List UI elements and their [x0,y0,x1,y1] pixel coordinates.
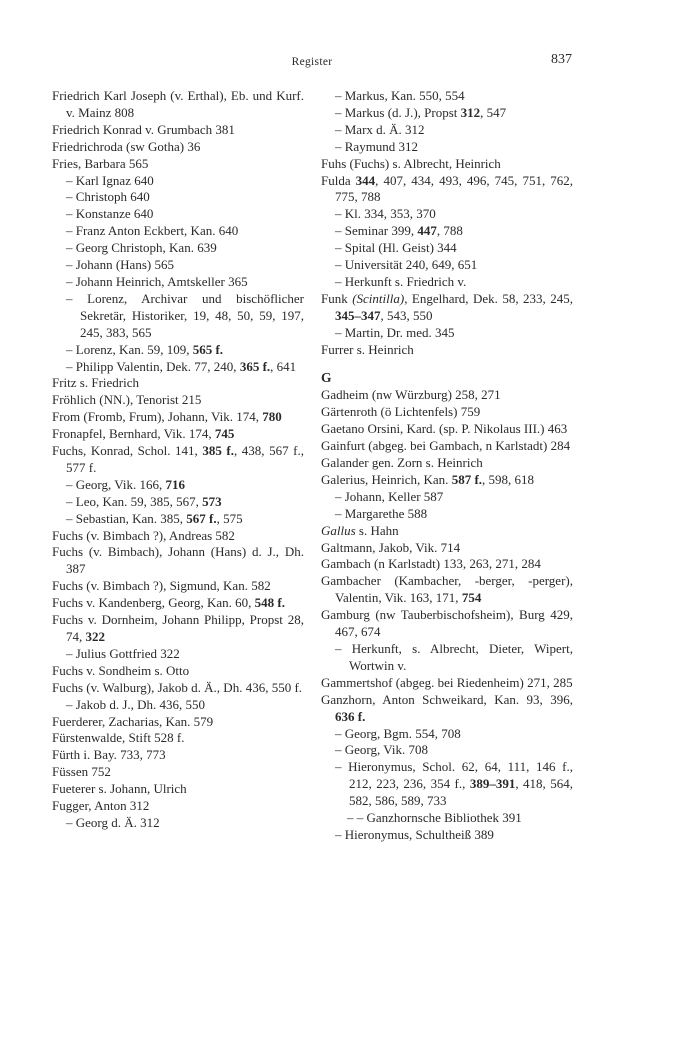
bold-page-ref: 312 [460,104,481,120]
entry-text: , 575 [216,510,243,526]
entry-text: Fuchs (v. Bimbach ?), Andreas 582 [52,527,235,543]
entry-text: – Hieronymus, Schol. 62, 64, 111, 146 f., 212, 223, 236, 354 f., [335,759,573,792]
index-subentry [52,477,304,494]
index-entry [52,139,304,156]
entry-text: Gadheim (nw Würzburg) 258, 271 [321,387,501,403]
entry-text: – Lorenz, Kan. 59, 109, [66,341,193,357]
bold-page-ref: 780 [262,409,282,425]
entry-text: Gambacher (Kambacher, -berger, -perger), Valentin, Vik. 163, 171, [321,573,573,606]
index-subentry [52,815,304,832]
entry-text: Fürstenwalde, Stift 528 f. [52,730,185,746]
entry-text: Fürth i. Bay. 733, 773 [52,747,166,763]
index-entry [52,781,304,798]
index-subentry [52,697,304,714]
index-entry [321,342,573,359]
entry-text: – Margarethe 588 [335,505,428,521]
entry-text: – Christoph 640 [66,189,150,205]
index-entry [321,692,573,726]
entry-text: Galtmann, Jakob, Vik. 714 [321,539,461,555]
index-subentry [321,105,573,122]
index-entry [321,523,573,540]
index-subentry [52,206,304,223]
index-entry [321,404,573,421]
index-subentry [321,122,573,139]
bold-page-ref: 447 [417,223,437,239]
italic-term: (Scintilla) [352,290,405,306]
entry-text: , Engelhard, Dek. 58, 233, 245, [404,290,573,306]
entry-text: Gamburg (nw Tauberbischofsheim), Burg 429, 467, 674 [321,607,573,640]
index-entry [52,764,304,781]
index-subentry [321,325,573,342]
index-entry [52,375,304,392]
index-subentry [52,173,304,190]
index-subentry [321,742,573,759]
entry-text: Gaetano Orsini, Kard. (sp. P. Nikolaus III.) 463 [321,421,568,437]
entry-text: Fuhs (Fuchs) s. Albrecht, Heinrich [321,155,501,171]
index-subentry [52,511,304,528]
entry-text: , 598, 618 [482,471,535,487]
index-subentry [321,223,573,240]
entry-text: – Georg, Vik. 166, [66,476,166,492]
index-entry [52,663,304,680]
entry-text: Fuchs v. Sondheim s. Otto [52,662,190,678]
entry-text: Friedrich Karl Joseph (v. Erthal), Eb. und Kurf. v. Mainz 808 [52,88,304,120]
entry-text: Fulda [321,172,356,188]
index-entry [321,675,573,692]
index-subentry [321,257,573,274]
entry-text: , 543, 550 [380,307,433,323]
entry-text: Fugger, Anton 312 [52,798,150,814]
index-subentry [52,291,304,342]
index-entry [52,680,304,697]
entry-text: – Sebastian, Kan. 385, [66,510,187,526]
bold-page-ref: 745 [214,426,235,442]
index-entry [52,426,304,443]
entry-text: Fronapfel, Bernhard, Vik. 174, [52,426,215,442]
bold-page-ref: 385 f. [202,443,234,459]
entry-text: – Johann (Hans) 565 [66,257,174,273]
entry-text: From (Fromb, Frum), Johann, Vik. 174, [52,409,263,425]
index-entry [321,421,573,438]
index-subentry [321,827,573,844]
bold-page-ref: 636 f. [335,708,366,724]
entry-text: – Marx d. Ä. 312 [335,121,425,137]
bold-page-ref: 565 f. [192,341,224,357]
entry-text: Füssen 752 [52,764,111,780]
entry-text: – Jakob d. J., Dh. 436, 550 [66,696,206,712]
index-entry [52,443,304,477]
entry-text: – Raymund 312 [335,138,419,154]
page-number: 837 [551,52,572,67]
entry-text: Fuchs v. Kandenberg, Georg, Kan. 60, [52,595,255,611]
entry-text: Gammertshof (abgeg. bei Riedenheim) 271, 285 [321,674,573,690]
index-entry [321,573,573,607]
index-entry [321,387,573,404]
left-index-column [52,88,304,832]
entry-text: – Philipp Valentin, Dek. 77, 240, [66,358,240,374]
index-subentry [52,646,304,663]
bold-page-ref: 322 [85,629,105,644]
entry-text: – Georg, Vik. 708 [335,742,428,758]
entry-text: Fuchs v. Dornheim, Johann Philipp, Propst 28, 74, [52,612,304,644]
index-subentry [52,494,304,511]
bold-page-ref: 365 f. [239,358,271,374]
entry-text: – Spital (Hl. Geist) 344 [335,240,457,256]
bold-page-ref: 548 f. [254,595,286,611]
entry-text: – Karl Ignaz 640 [66,172,154,188]
index-entry [321,156,573,173]
entry-text: – Herkunft s. Friedrich v. [335,273,467,289]
entry-text: – Franz Anton Eckbert, Kan. 640 [66,223,239,239]
entry-text: , 547 [480,104,507,120]
index-entry [321,455,573,472]
entry-text: Ganzhorn, Anton Schweikard, Kan. 93, 396, [321,691,573,707]
index-subentry [52,189,304,206]
index-subentry [321,274,573,291]
entry-text: – Universität 240, 649, 651 [335,257,478,273]
entry-text: – Markus, Kan. 550, 554 [335,88,465,103]
index-subentry [52,342,304,359]
index-entry [52,747,304,764]
index-subentry [52,274,304,291]
index-entry [52,88,304,122]
index-subentry [321,810,573,827]
index-subentry [52,223,304,240]
entry-text: – Georg, Bgm. 554, 708 [335,725,461,741]
index-entry [321,540,573,557]
index-subentry [321,88,573,105]
bold-page-ref: 567 f. [186,510,217,526]
entry-text: Furrer s. Heinrich [321,341,414,357]
index-subentry [321,489,573,506]
entry-text: , 641 [270,358,297,374]
entry-text: Fries, Barbara 565 [52,155,149,171]
bold-page-ref: 754 [461,590,482,606]
index-subentry [321,759,573,810]
bold-page-ref: 389–391 [469,776,516,792]
index-subentry [321,206,573,223]
entry-text: Fuchs (v. Bimbach ?), Sigmund, Kan. 582 [52,578,271,594]
entry-text: Friedrich Konrad v. Grumbach 381 [52,121,235,137]
entry-text: Gainfurt (abgeg. bei Gambach, n Karlstadt) 284 [321,438,571,454]
entry-text: – – Ganzhornsche Bibliothek 391 [347,810,522,826]
index-entry [52,392,304,409]
entry-text: Fuchs (v. Walburg), Jakob d. Ä., Dh. 436, 550 f. [52,679,303,695]
entry-text: Fueterer s. Johann, Ulrich [52,781,187,797]
entry-text: , 788 [436,223,463,239]
entry-text: – Seminar 399, [335,223,418,239]
index-entry [52,409,304,426]
index-entry [52,714,304,731]
entry-text: – Georg d. Ä. 312 [66,814,160,830]
entry-text: – Herkunft, s. Albrecht, Dieter, Wipert, Wortwin v. [335,641,573,673]
index-entry [52,798,304,815]
entry-text: – Julius Gottfried 322 [66,645,180,661]
section-letter: G [321,369,332,385]
index-entry [52,528,304,545]
entry-text: s. Hahn [355,522,399,538]
index-entry [321,556,573,573]
index-entry [321,472,573,489]
index-entry [52,612,304,646]
index-subentry [321,726,573,743]
entry-text: – Konstanze 640 [66,206,154,222]
entry-text: , 407, 434, 493, 496, 745, 751, 762, 775, 788 [335,172,573,205]
entry-text: – Markus (d. J.), Propst [335,104,461,120]
entry-text: Funk [321,290,353,306]
index-entry [52,544,304,578]
index-subentry [321,641,573,675]
entry-text: Gärtenroth (ö Lichtenfels) 759 [321,404,481,420]
entry-text: – Johann, Keller 587 [335,488,444,504]
bold-page-ref: 587 f. [451,471,483,487]
index-subentry [52,359,304,376]
entry-text: Fuchs, Konrad, Schol. 141, [52,443,203,459]
index-subentry [321,240,573,257]
entry-text: – Hieronymus, Schultheiß 389 [335,826,494,842]
entry-text: Fritz s. Friedrich [52,375,140,391]
bold-page-ref: 573 [202,493,222,509]
entry-text: – Georg Christoph, Kan. 639 [66,240,217,256]
index-entry [52,156,304,173]
index-entry [52,122,304,139]
index-entry [52,595,304,612]
entry-text: Galerius, Heinrich, Kan. [321,471,452,487]
entry-text: – Lorenz, Archivar und bischöflicher Sekretär, Historiker, 19, 48, 50, 59, 197, 245, 383, 565 [66,290,304,340]
index-entry [52,730,304,747]
entry-text: Fröhlich (NN.), Tenorist 215 [52,392,202,408]
entry-text: – Johann Heinrich, Amtskeller 365 [66,273,248,289]
index-subentry [52,257,304,274]
index-entry [52,578,304,595]
index-entry [321,438,573,455]
entry-text: – Kl. 334, 353, 370 [335,206,436,222]
running-head: Register [291,56,333,68]
index-entry [321,173,573,207]
entry-text: , 418, 564, 582, 586, 589, 733 [349,776,573,809]
bold-page-ref: 716 [165,476,185,492]
entry-text: – Martin, Dr. med. 345 [335,324,455,340]
entry-text: Galander gen. Zorn s. Heinrich [321,455,483,471]
entry-text: Fuchs (v. Bimbach), Johann (Hans) d. J., Dh. 387 [52,544,304,577]
index-entry [321,291,573,325]
index-subentry [321,506,573,523]
bold-page-ref: 345–347 [335,307,381,323]
italic-term: Gallus [321,522,356,538]
entry-text: , 438, 567 f., 577 f. [66,443,304,475]
entry-text: – Leo, Kan. 59, 385, 567, [66,493,203,509]
index-entry [321,607,573,641]
entry-text: Fuerderer, Zacharias, Kan. 579 [52,713,214,729]
index-subentry [52,240,304,257]
entry-text: Gambach (n Karlstadt) 133, 263, 271, 284 [321,556,541,572]
right-index-column [321,88,573,844]
index-subentry [321,139,573,156]
bold-page-ref: 344 [355,172,376,188]
entry-text: Friedrichroda (sw Gotha) 36 [52,138,201,154]
